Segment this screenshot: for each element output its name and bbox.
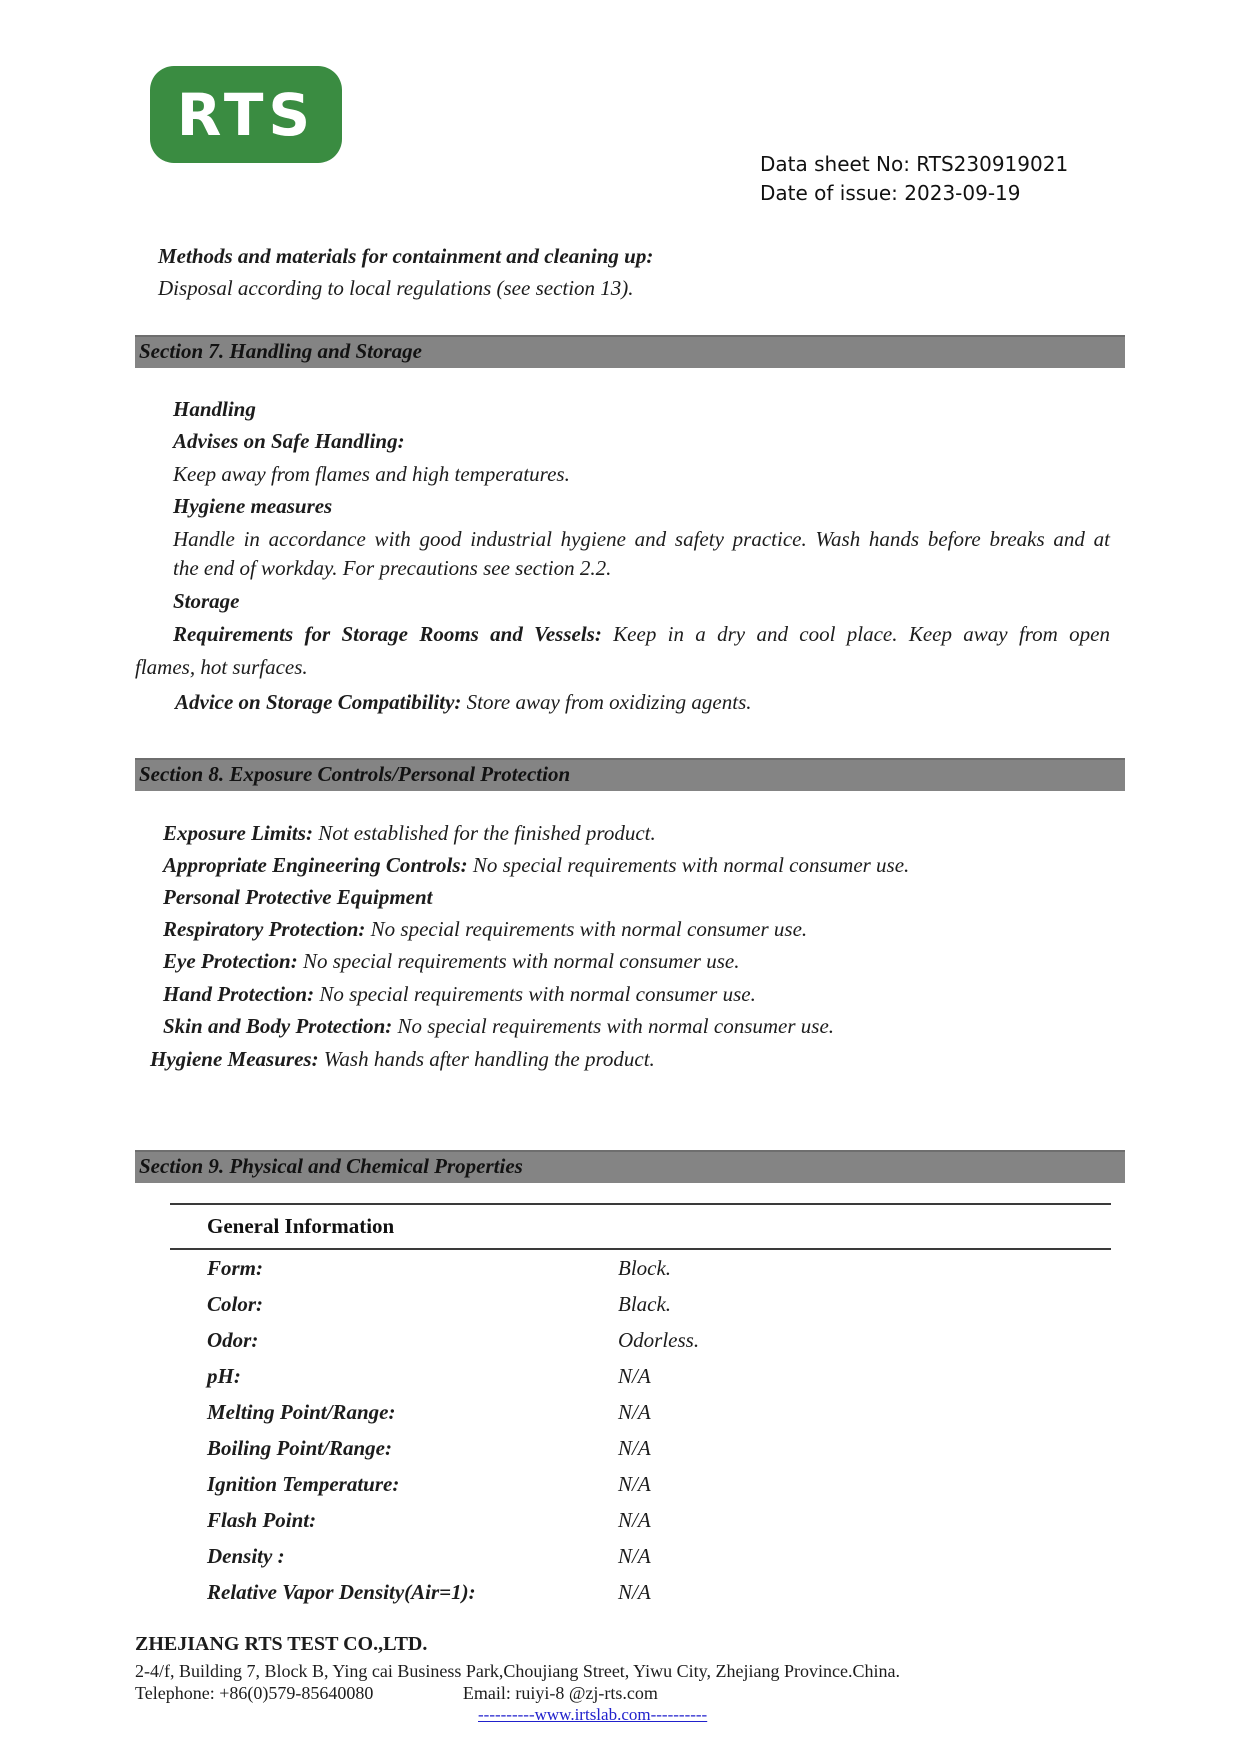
footer-address: 2-4/f, Building 7, Block B, Ying cai Business Park,Choujiang Street, Yiwu City, Zhejiang Province.China.	[135, 1661, 900, 1681]
rts-logo-text: RTS	[176, 80, 316, 149]
table-row-melting-point	[170, 1394, 1111, 1430]
advises-text: Keep away from flames and high temperatures.	[173, 462, 570, 486]
table-row-color	[170, 1286, 1111, 1322]
row-text: No special requirements with normal consumer use.	[397, 1014, 835, 1038]
datasheet-number: Data sheet No: RTS230919021	[760, 152, 1069, 176]
property-name: Color:	[207, 1292, 264, 1316]
hygiene-text-line2: the end of workday. For precautions see section 2.2.	[173, 556, 612, 580]
footer-company-name: ZHEJIANG RTS TEST CO.,LTD.	[135, 1633, 428, 1655]
property-value: N/A	[618, 1508, 651, 1532]
storage-compatibility-text: Store away from oxidizing agents.	[466, 690, 752, 714]
storage-requirements-text: Keep in a dry and cool place. Keep away from open	[613, 622, 1110, 646]
hygiene-text-line1: Handle in accordance with good industrial hygiene and safety practice. Wash hands before breaks and at	[173, 527, 1110, 551]
property-name: Odor:	[207, 1328, 259, 1352]
handling-heading: Handling	[173, 397, 256, 421]
property-value: N/A	[618, 1580, 651, 1604]
property-name: Density :	[207, 1544, 285, 1568]
table-row-odor	[170, 1322, 1111, 1358]
property-name: Form:	[207, 1256, 264, 1280]
row-text: No special requirements with normal consumer use.	[302, 949, 740, 973]
storage-requirements-line2: flames, hot surfaces.	[135, 655, 308, 679]
property-value: N/A	[618, 1544, 651, 1568]
document-meta	[760, 150, 1068, 208]
engineering-controls-row	[163, 853, 909, 877]
property-value: N/A	[618, 1400, 651, 1424]
skin-body-protection-row	[163, 1014, 834, 1038]
date-of-issue: Date of issue: 2023-09-19	[760, 181, 1021, 205]
row-text: Wash hands after handling the product.	[323, 1047, 655, 1071]
property-value: N/A	[618, 1472, 651, 1496]
cleanup-heading: Methods and materials for containment and cleaning up:	[158, 244, 654, 268]
property-name: Flash Point:	[207, 1508, 317, 1532]
hygiene-measures-heading: Hygiene measures	[173, 494, 333, 518]
storage-heading: Storage	[173, 589, 240, 613]
property-value: Odorless.	[618, 1328, 700, 1352]
website-link[interactable]: ----------www.irtslab.com----------	[478, 1705, 708, 1724]
row-text: Not established for the finished product.	[318, 821, 656, 845]
property-name: Ignition Temperature:	[207, 1472, 400, 1496]
storage-compatibility-row	[175, 690, 752, 714]
property-name: Melting Point/Range:	[207, 1400, 396, 1424]
row-label: Exposure Limits:	[163, 821, 313, 845]
row-label: Hygiene Measures:	[150, 1047, 319, 1071]
storage-requirements-label: Requirements for Storage Rooms and Vessels:	[173, 622, 602, 646]
advises-heading: Advises on Safe Handling:	[173, 429, 405, 453]
section-9-title: Section 9. Physical and Chemical Properties	[139, 1154, 523, 1178]
section-8-title: Section 8. Exposure Controls/Personal Protection	[139, 762, 571, 786]
ppe-heading-row	[163, 885, 432, 909]
eye-protection-row	[163, 949, 739, 973]
table-header: General Information	[170, 1205, 1111, 1250]
table-row-density	[170, 1538, 1111, 1574]
section-9-header-bar	[135, 1150, 1125, 1183]
property-name: Boiling Point/Range:	[207, 1436, 392, 1460]
row-label: Skin and Body Protection:	[163, 1014, 393, 1038]
physical-properties-table	[170, 1203, 1111, 1610]
table-row-flash-point	[170, 1502, 1111, 1538]
property-value: Black.	[618, 1292, 672, 1316]
property-name: Relative Vapor Density(Air=1):	[207, 1580, 476, 1604]
section-8-header-bar	[135, 758, 1125, 791]
property-value: N/A	[618, 1364, 651, 1388]
section-7-title: Section 7. Handling and Storage	[139, 339, 422, 363]
footer-telephone: Telephone: +86(0)579-85640080	[135, 1683, 374, 1703]
property-name: pH:	[207, 1364, 241, 1388]
section-7-header-bar	[135, 335, 1125, 368]
table-row-ignition-temperature	[170, 1466, 1111, 1502]
footer-contact-row	[135, 1683, 658, 1704]
table-row-boiling-point	[170, 1430, 1111, 1466]
storage-requirements-line1	[173, 622, 1110, 646]
row-label: Eye Protection:	[163, 949, 298, 973]
table-row-relative-vapor-density	[170, 1574, 1111, 1610]
row-text: No special requirements with normal consumer use.	[319, 982, 756, 1006]
row-label: Personal Protective Equipment	[163, 885, 433, 909]
row-text: No special requirements with normal consumer use.	[472, 853, 910, 877]
exposure-limits-row	[163, 821, 656, 845]
cleanup-body: Disposal according to local regulations (see section 13).	[158, 276, 634, 300]
footer-email: Email: ruiyi-8 @zj-rts.com	[462, 1683, 658, 1703]
property-value: Block.	[618, 1256, 672, 1280]
row-text: No special requirements with normal consumer use.	[370, 917, 808, 941]
hygiene-measures-row	[150, 1047, 655, 1071]
table-row-ph	[170, 1358, 1111, 1394]
rts-logo	[150, 66, 342, 163]
respiratory-protection-row	[163, 917, 807, 941]
hand-protection-row	[163, 982, 756, 1006]
table-row-form	[170, 1250, 1111, 1286]
row-label: Hand Protection:	[163, 982, 315, 1006]
property-value: N/A	[618, 1436, 651, 1460]
row-label: Appropriate Engineering Controls:	[163, 853, 468, 877]
storage-compatibility-label: Advice on Storage Compatibility:	[175, 690, 462, 714]
row-label: Respiratory Protection:	[163, 917, 366, 941]
